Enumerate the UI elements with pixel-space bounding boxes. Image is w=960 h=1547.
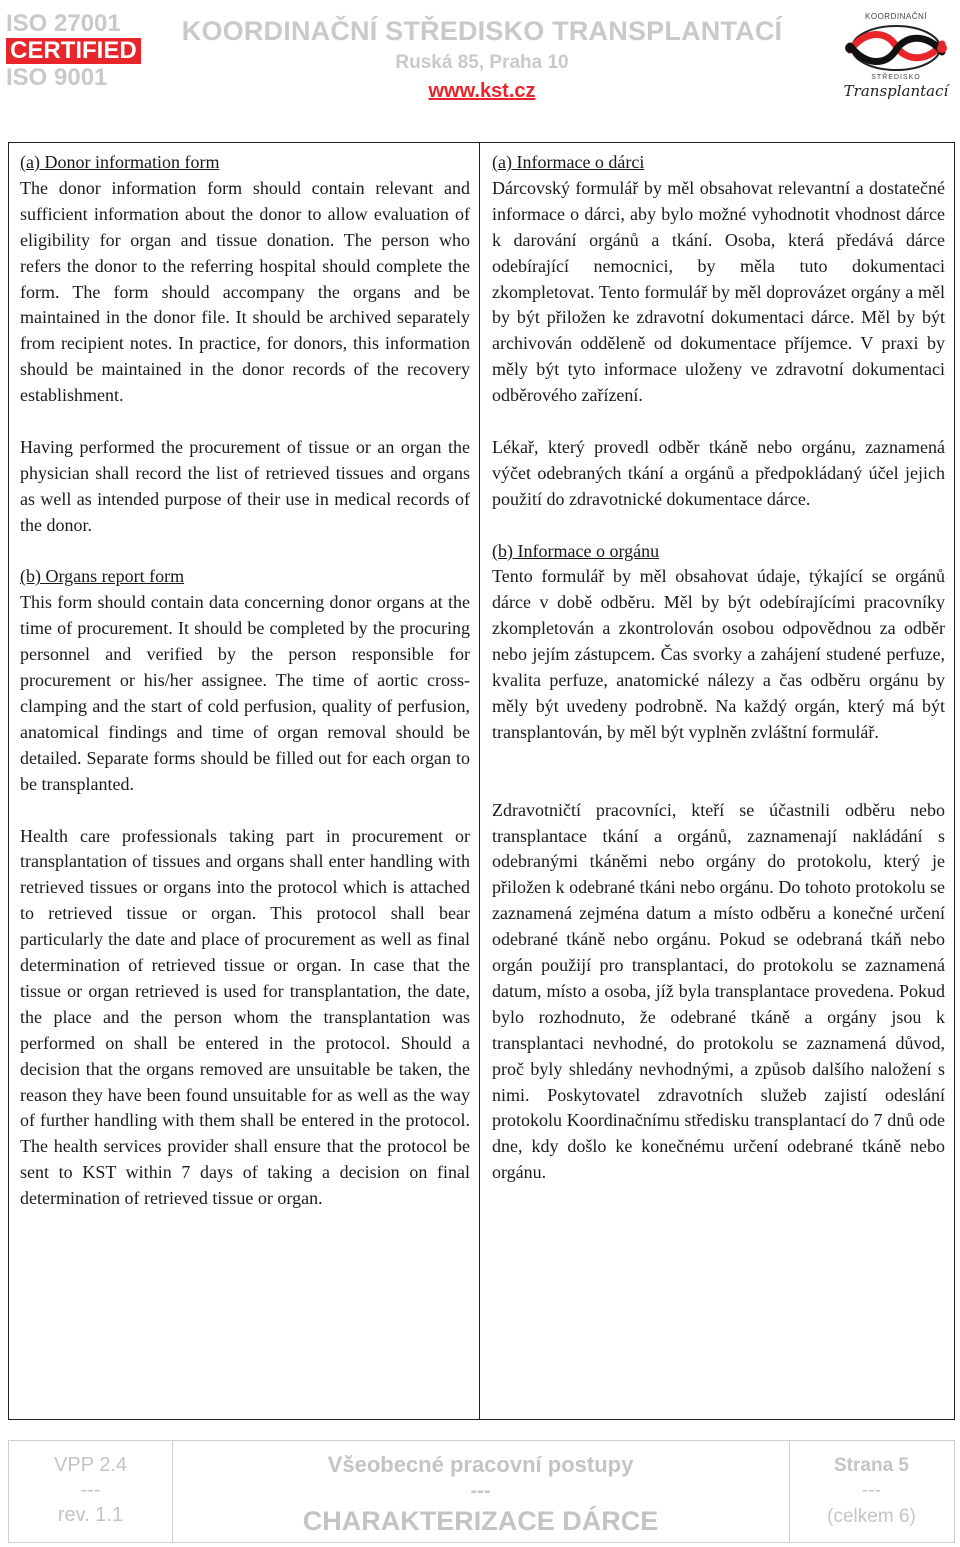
- donor-form-text-en: The donor information form should contain relevant and sufficient information about the donor to allow evaluation of eligibility for organ and tissue donation. The person who refers the donor to the referring hospital should complete the form. The form should accompany the organs and be maintained in the donor file. It should be archived separately from recipient notes. In practice, for donors, this information should be maintained in the donor records of the recovery establishment.: [20, 177, 470, 406]
- organs-report-heading-en: (b) Organs report form: [20, 566, 185, 587]
- doc-subtitle: CHARAKTERIZACE DÁRCE: [302, 1506, 659, 1536]
- organs-report-heading-cz: (b) Informace o orgánu: [492, 540, 660, 561]
- footer-separator: ---: [80, 1479, 101, 1501]
- page-footer: [8, 1440, 955, 1543]
- logo-top-text: KOORDINAČNÍ: [865, 12, 927, 21]
- donor-form-heading-en: (a) Donor information form: [20, 152, 220, 172]
- footer-separator: ---: [470, 1480, 491, 1502]
- footer-separator: ---: [862, 1480, 881, 1501]
- organs-report-text-en: This form should contain data concerning donor organs at the time of procurement. It should be completed by the procuring personnel and verified by the person responsible for procurement or his/her assignee. The time of aortic cross-clamping and the start of cold perfusion, quality of perfusion, anatomical findings and time of organ removal should be detailed. Separate forms should be filled out for each organ to be transplanted.: [20, 592, 470, 794]
- donor-form-section-en: [20, 150, 470, 409]
- logo-bottom-text: Transplantací: [843, 82, 949, 100]
- organization-address: Ruská 85, Praha 10: [395, 52, 569, 73]
- kst-logo: [836, 10, 956, 102]
- doc-title: Všeobecné pracovní postupy: [327, 1452, 634, 1477]
- cert-certified-label: CERTIFIED: [6, 38, 141, 64]
- organization-name: KOORDINAČNÍ STŘEDISKO TRANSPLANTACÍ: [181, 16, 783, 46]
- czech-column: [492, 150, 945, 1186]
- footer-doc-code-cell: [9, 1441, 172, 1542]
- donor-form-heading-cz: (a) Informace o dárci: [492, 152, 645, 172]
- protocol-text-en: Health care professionals taking part in procurement or transplantation of tissues and organs shall enter handling with retrieved tissues or organs into the protocol which is attached to retrieved tissue or organ. This protocol shall bear particularly the date and place of procurement as well as final determination of retrieved tissue or organ. In case that the tissue or organ retrieved is used for transplantation, the date, the place and the person whom the transplantation was performed on shall be entered in the protocol. Should a decision that the organs removed are unsuitable be taken, the reason they have been found unsuitable for as well as the way of further handling with them shall be entered in the protocol. The health services provider shall ensure that the protocol be sent to KST within 7 days of taking a decision on final determination of retrieved tissue or organ.: [20, 825, 470, 1209]
- cert-iso-27001: ISO 27001: [6, 10, 121, 37]
- english-column: [20, 150, 470, 1212]
- page-header: [0, 0, 960, 112]
- footer-title-cell: [172, 1441, 789, 1542]
- footer-page-cell: [789, 1441, 954, 1542]
- donor-form-text-cz: Dárcovský formulář by měl obsahovat relevantní a dostatečné informace o dárci, aby bylo možné vyhodnotit vhodnost dárce k darování orgánů a tkání. Osoba, která předává dárce odebírající nemocnici, by měla tuto dokumentaci zkompletovat. Tento formulář by měl doprovázet orgány a měl by být přiložen ke zdravotní dokumentaci dárce. Měl by být archivován odděleně od dokumentace příjemce. V praxi by měly být tyto informace uloženy ve zdravotní dokumentaci odběrového zařízení.: [492, 177, 945, 406]
- organs-report-text-cz: Tento formulář by měl obsahovat údaje, týkající se orgánů dárce v době odběru. Měl by být odebírajícími pracovníky zkompletován a zkontrolován osobou odpovědnou za odběr nebo jejím zástupcem. Čas svorky a zahájení studené perfuze, kvalita perfuze, anatomické nálezy a čas odběru orgánu by měly být uvedeny podrobně. Na každý orgán, který má být transplantován, by měl být vyplněn zvláštní formulář.: [492, 566, 945, 742]
- cert-iso-9001: ISO 9001: [6, 64, 108, 91]
- page-total: (celkem 6): [827, 1506, 916, 1527]
- procurement-text-cz: Lékař, který provedl odběr tkáně nebo orgánu, zaznamená výčet odebraných tkání a orgánů a předpokládaný účel jejich použití do zdravotnické dokumentace dárce.: [492, 436, 945, 509]
- doc-revision: rev. 1.1: [57, 1504, 124, 1526]
- doc-code: VPP 2.4: [53, 1454, 128, 1476]
- protocol-text-cz: Zdravotničtí pracovníci, kteří se účastnili odběru nebo transplantace tkání a orgánů, zaznamenají nakládání s odebranými tkáněmi nebo orgány do protokolu, který je přiložen k odebrané tkáni nebo orgánu. Do tohoto protokolu se zaznamená zejména datum a místo odběru a konečné určení odebrané tkáně nebo orgánu. Pokud se odebraná tkáň nebo orgán použijí pro transplantaci, do protokolu se zaznamená datum, místo a osoba, jíž byla transplantace provedena. Pokud bylo rozhodnuto, že odebrané tkáně a orgány jsou k transplantaci nevhodné, do protokolu se zaznamená důvod, proč byly shledány nevhodnými, a způsob dalšího naložení s nimi. Poskytovatel zdravotních služeb zajistí odeslání protokolu Koordinačnímu středisku transplantací do 7 dnů ode dne, kdy došlo ke konečnému určení odebrané tkáně nebo orgánu.: [492, 799, 945, 1183]
- organs-report-section-cz: [492, 539, 945, 746]
- organs-report-section-en: [20, 564, 470, 797]
- bilingual-content-table: [8, 142, 955, 1420]
- certification-badge: [6, 10, 136, 91]
- donor-form-section-cz: [492, 150, 945, 409]
- logo-mid-text: STŘEDISKO: [871, 74, 921, 81]
- organization-website-link[interactable]: www.kst.cz: [428, 80, 536, 102]
- page-number: Strana 5: [834, 1455, 909, 1476]
- procurement-text-en: Having performed the procurement of tissue or an organ the physician shall record the list of retrieved tissues and organs as well as intended purpose of their use in medical records of the donor.: [20, 436, 470, 535]
- column-divider: [479, 143, 480, 1419]
